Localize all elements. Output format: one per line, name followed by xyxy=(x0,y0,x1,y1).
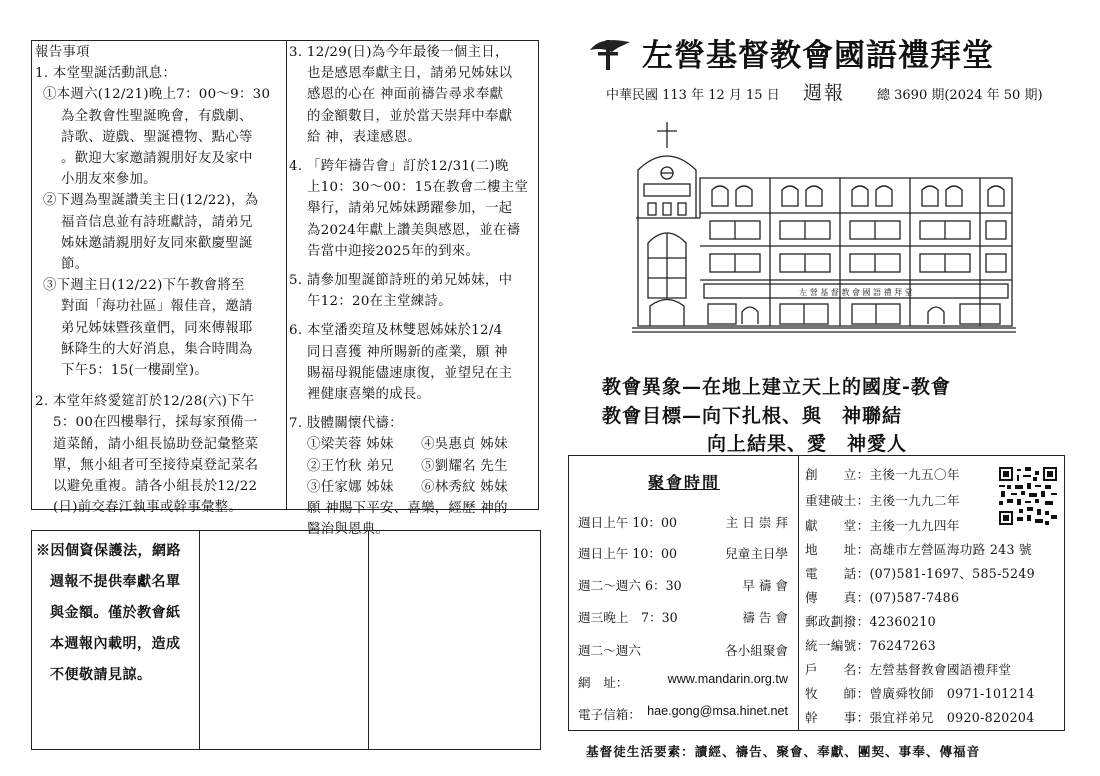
announcement-line: 為2024年獻上讚美與感恩，並在禱 xyxy=(307,222,521,238)
spacer xyxy=(289,312,537,320)
announcement-line: 詩歌、遊戲、聖誕禮物、點心等 xyxy=(61,129,253,145)
schedule-time: 週日上午 10：00 xyxy=(578,515,678,530)
fact-account-name: 戶 名：左營基督教會國語禮拜堂 xyxy=(805,662,1012,677)
announcement-line: 2. 本堂年終愛筵訂於12/28(六)下午 xyxy=(35,394,255,410)
announcement-line: (日)前交春江執事或幹事彙整。 xyxy=(53,500,243,516)
schedule-meeting: 禱 告 會 xyxy=(742,610,788,625)
website-link[interactable]: www.mandarin.org.tw xyxy=(667,672,788,686)
fact-dedicated: 獻 堂：主後一九九四年 xyxy=(805,518,960,533)
announcement-line: 道菜餚，請小組長協助登記彙整菜 xyxy=(53,436,259,452)
fact-tax-id: 統一編號：76247263 xyxy=(805,638,936,653)
announcement-line: 裡健康喜樂的成長。 xyxy=(307,387,431,403)
announcement-line: 下午5：15(一樓副堂)。 xyxy=(61,363,209,379)
building-sign-text: 左 營 基 督 教 會 國 語 禮 拜 堂 xyxy=(799,288,913,297)
christian-life-essentials: 基督徒生活要素：讀經、禱告、聚會、奉獻、團契、事奉、傳福音 xyxy=(586,744,981,759)
announcement-line: 5. 請參加聖誕節詩班的弟兄姊妹，中 xyxy=(289,273,513,289)
schedule-meeting: 各小組聚會 xyxy=(725,643,788,658)
announcement-line: 願 神賜下平安、喜樂，經歷 神的 xyxy=(307,501,508,517)
announcement-line: 舉行，請弟兄姊妹踴躍參加，一起 xyxy=(307,201,513,217)
announcement-line: 1. 本堂聖誕活動訊息： xyxy=(35,66,177,82)
spacer xyxy=(35,381,283,391)
spacer xyxy=(289,148,537,156)
announcement-line: 上10：30～00：15在教會二樓主堂 xyxy=(307,180,529,196)
schedule-row xyxy=(578,543,788,562)
privacy-notice xyxy=(36,536,196,691)
fact-address: 地 址：高雄市左營區海功路 243 號 xyxy=(805,542,1032,557)
announcement-line: 告當中迎接2025年的到來。 xyxy=(307,243,480,259)
announcement-line: 弟兄姊妹暨孩童們，同來傳報耶 xyxy=(61,320,253,336)
announcement-line: 給 神，表達感恩。 xyxy=(307,129,422,145)
announcement-line: 賜福母親能儘速康復，並望兒在主 xyxy=(307,365,513,381)
announcement-line: 對面「海功社區」報佳音，邀請 xyxy=(61,299,253,315)
bulletin-date: 中華民國 113 年 12 月 15 日 xyxy=(606,88,780,103)
announcement-line: 6. 本堂潘奕瑄及林雙恩姊妹於12/4 xyxy=(289,323,503,339)
announcement-line: ②王竹秋 弟兄 ⑤劉耀名 先生 xyxy=(307,458,508,474)
schedule-time: 週二～週六 6：30 xyxy=(578,578,682,593)
notice-line: 週報不提供奉獻名單 xyxy=(50,574,181,590)
fact-founded: 創 立：主後一九五〇年 xyxy=(805,467,960,482)
announcement-line: ②下週為聖誕讚美主日(12/22)，為 xyxy=(43,193,259,209)
announcement-line: 姊妹邀請親朋好友同來歡慶聖誕 xyxy=(61,235,253,251)
announcement-line: 。歡迎大家邀請親朋好友及家中 xyxy=(61,151,253,167)
announcement-line: 4. 「跨年禱告會」訂於12/31(二)晚 xyxy=(289,159,509,175)
schedule-time: 週日上午 10：00 xyxy=(578,546,678,561)
announcement-line: 午12：20在主堂練詩。 xyxy=(307,294,452,310)
announcements-heading: 報告事項 xyxy=(35,45,90,60)
schedule-time: 週二～週六 xyxy=(578,643,641,658)
announcement-line: 感恩的心在 神面前禱告尋求奉獻 xyxy=(307,87,504,103)
weekly-label: 週報 xyxy=(803,82,846,104)
notice-line: ※因個資保護法，網路 xyxy=(36,543,181,559)
announcement-line: 小朋友來參加。 xyxy=(61,172,157,188)
website-label: 網 址： xyxy=(578,675,629,690)
announcement-line: 節。 xyxy=(61,257,89,273)
announcements-divider xyxy=(286,40,287,510)
email-link[interactable]: hae.gong@msa.hinet.net xyxy=(647,704,788,718)
notice-line: 本週報內載明，造成 xyxy=(50,636,181,652)
schedule-meeting: 早 禱 會 xyxy=(742,578,788,593)
fact-secretary: 幹 事：張宜祥弟兄 0920-820204 xyxy=(805,710,1035,725)
announcement-line: 為全教會性聖誕晚會，有戲劇、 xyxy=(61,108,253,124)
notice-divider xyxy=(368,530,369,750)
schedule-row xyxy=(578,512,788,531)
notice-line: 與金額。僅於教會紙 xyxy=(50,605,181,621)
announcement-line: 福音信息並有詩班獻詩，請弟兄 xyxy=(61,214,253,230)
announcement-line: 以避免重複。請各小組長於12/22 xyxy=(53,479,258,495)
info-divider xyxy=(798,455,799,731)
fact-fax: 傳 真：(07)587-7486 xyxy=(805,590,960,605)
church-goal: 教會目標—向下扎根、與 神聯結 xyxy=(602,405,903,427)
issue-number: 總 3690 期(2024 年 50 期) xyxy=(877,88,1043,103)
announcement-line: 5：00在四樓舉行，採每家預備一 xyxy=(53,415,258,431)
schedule-row xyxy=(578,640,788,659)
announcement-line: 3. 12/29(日)為今年最後一個主日， xyxy=(289,45,509,60)
announcement-line: ③下週主日(12/22)下午教會將至 xyxy=(43,278,245,294)
notice-line: 不便敬請見諒。 xyxy=(50,667,152,683)
fact-postal-account: 郵政劃撥：42360210 xyxy=(805,614,936,629)
fact-rebuilt: 重建破土：主後一九九二年 xyxy=(805,493,960,508)
schedule-time: 週三晚上 7：30 xyxy=(578,610,678,625)
qr-code-icon[interactable] xyxy=(999,467,1057,525)
email-row xyxy=(578,704,788,723)
email-label: 電子信箱： xyxy=(578,707,641,722)
announcements-right-column xyxy=(289,42,537,540)
announcement-line: 的金額數目，並於當天崇拜中奉獻 xyxy=(307,108,513,124)
spacer xyxy=(289,405,537,413)
schedule-meeting: 兒童主日學 xyxy=(725,546,788,561)
fact-pastor: 牧 師：曾廣舜牧師 0971-101214 xyxy=(805,686,1035,701)
announcement-line: 醫治與恩典。 xyxy=(307,522,390,538)
announcement-line: ①梁芙蓉 姊妹 ④吳惠貞 姊妹 xyxy=(307,437,508,453)
announcement-line: 穌降生的大好消息，集合時間為 xyxy=(61,341,253,357)
announcement-line: 也是感恩奉獻主日，請弟兄姊妹以 xyxy=(307,66,513,82)
announcement-line: ①本週六(12/21)晚上7：00～9：30 xyxy=(43,87,271,103)
fact-phone: 電 話：(07)581-1697、585-5249 xyxy=(805,566,1035,581)
website-row xyxy=(578,672,788,691)
announcement-line: 單，無小組者可至接待桌登記菜名 xyxy=(53,457,259,473)
spacer xyxy=(289,262,537,270)
church-goal-continued: 向上結果、愛 神愛人 xyxy=(707,433,908,455)
notice-divider xyxy=(199,530,200,750)
church-building-illustration xyxy=(630,118,1020,358)
schedule-title: 聚會時間 xyxy=(648,473,721,492)
announcement-line: 7. 肢體關懷代禱： xyxy=(289,416,403,432)
schedule-row xyxy=(578,575,788,594)
schedule-row xyxy=(578,607,788,626)
announcement-line: 同日喜獲 神所賜新的產業，願 神 xyxy=(307,344,508,360)
church-vision: 教會異象—在地上建立天上的國度-教會 xyxy=(602,376,951,398)
church-name: 左營基督教會國語禮拜堂 xyxy=(642,38,994,74)
announcement-line: ③任家娜 姊妹 ⑥林秀紋 姊妹 xyxy=(307,479,508,495)
church-logo-icon xyxy=(588,36,632,72)
schedule-meeting: 主 日 崇 拜 xyxy=(725,515,788,530)
announcements-left-column xyxy=(35,42,283,518)
